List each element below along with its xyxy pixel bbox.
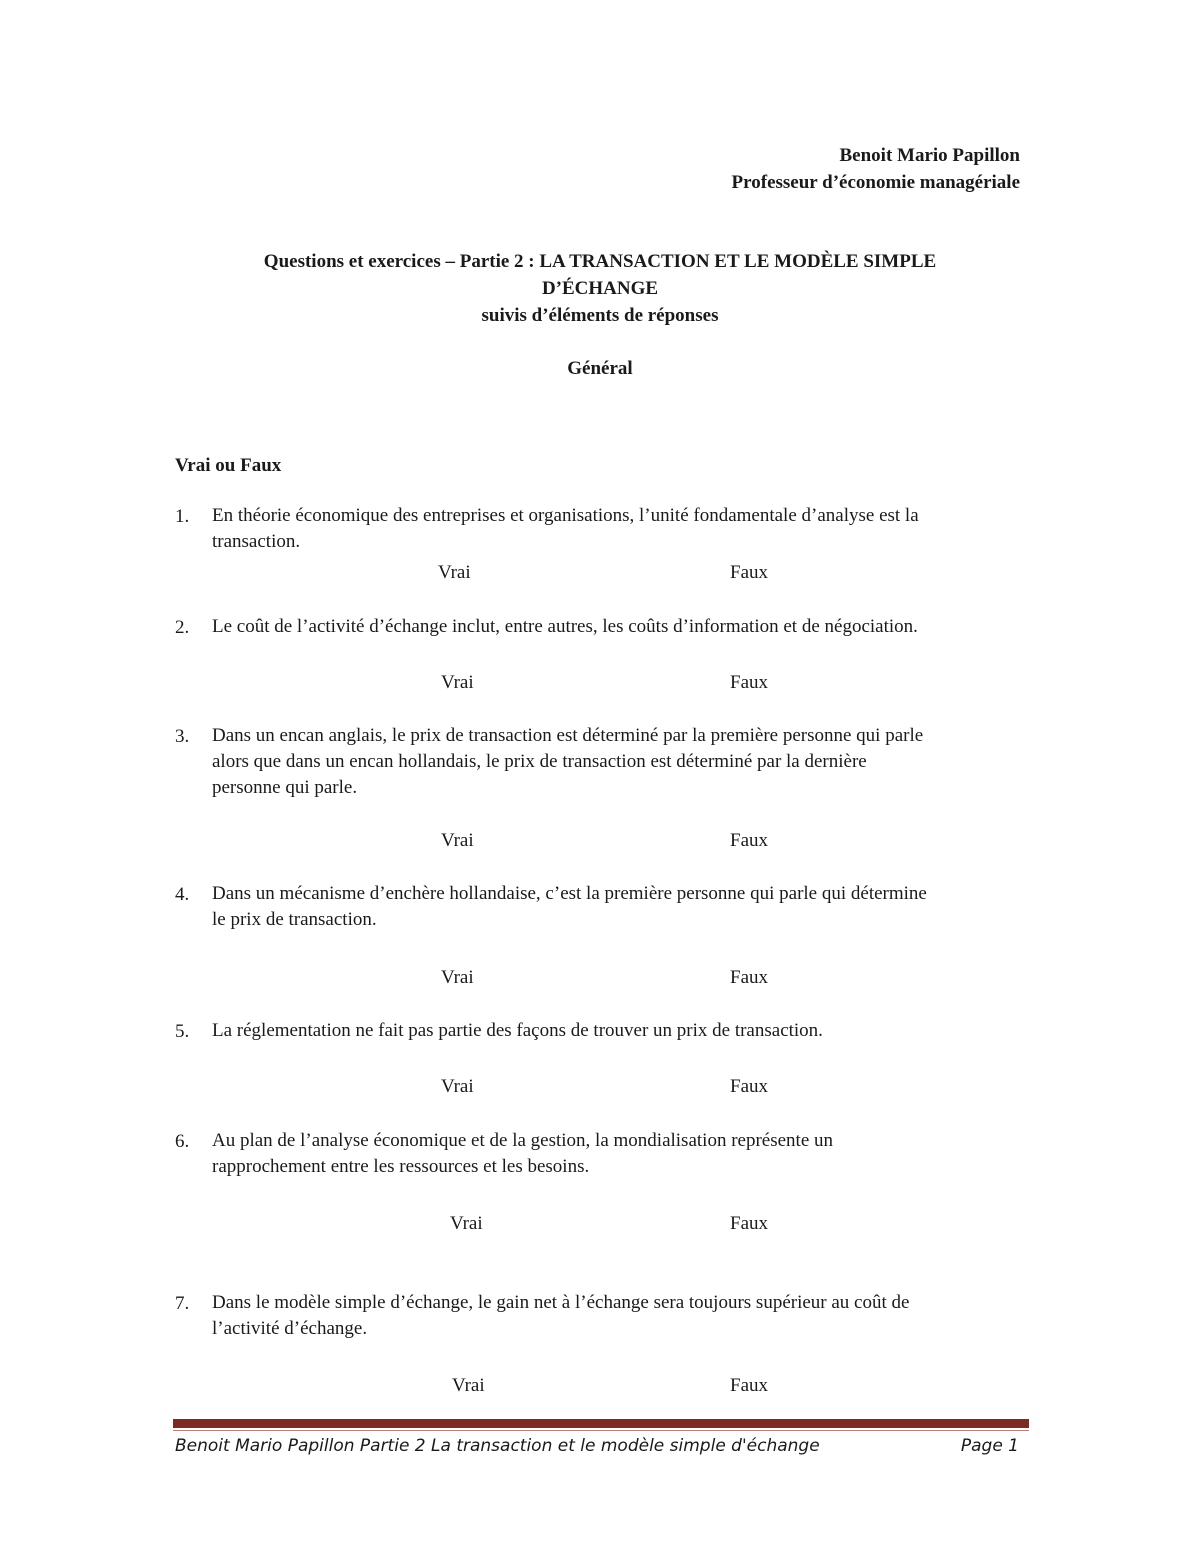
section-heading-true-false: Vrai ou Faux	[175, 455, 282, 476]
question-text	[212, 614, 1032, 640]
question-line: l’activité d’échange.	[212, 1318, 368, 1339]
question-line: Dans un encan anglais, le prix de transaction est déterminé par la première personne qui parle	[212, 725, 924, 746]
answer-true-option[interactable]: Vrai	[438, 562, 471, 583]
question-line: Au plan de l’analyse économique et de la gestion, la mondialisation représente un	[212, 1130, 833, 1151]
question-line: alors que dans un encan hollandais, le prix de transaction est déterminé par la dernière	[212, 751, 867, 772]
question-number: 2.	[175, 617, 190, 638]
footer-page-number: Page 1	[960, 1436, 1019, 1456]
answer-false-option[interactable]: Faux	[730, 672, 768, 693]
answer-false-option[interactable]: Faux	[730, 1213, 768, 1234]
section-heading-general: Général	[567, 358, 633, 379]
answer-false-option[interactable]: Faux	[730, 967, 768, 988]
question-text	[212, 1290, 1032, 1342]
answer-false-option[interactable]: Faux	[730, 562, 768, 583]
title-line-2: D’ÉCHANGE	[541, 278, 659, 299]
question-line: En théorie économique des entreprises et organisations, l’unité fondamentale d’analyse est la	[212, 505, 919, 526]
question-text	[212, 1128, 1032, 1180]
question-line: personne qui parle.	[212, 777, 358, 798]
question-number: 6.	[175, 1131, 190, 1152]
answer-true-option[interactable]: Vrai	[441, 672, 474, 693]
answer-true-option[interactable]: Vrai	[450, 1213, 483, 1234]
question-text	[212, 881, 1032, 933]
question-line: rapprochement entre les ressources et les besoins.	[212, 1156, 590, 1177]
document-title	[175, 248, 1025, 329]
question-number: 7.	[175, 1293, 190, 1314]
answer-true-option[interactable]: Vrai	[452, 1375, 485, 1396]
question-line: La réglementation ne fait pas partie des façons de trouver un prix de transaction.	[212, 1020, 823, 1041]
answer-true-option[interactable]: Vrai	[441, 1076, 474, 1097]
answer-false-option[interactable]: Faux	[730, 830, 768, 851]
question-text	[212, 503, 1032, 555]
question-line: Dans un mécanisme d’enchère hollandaise, c’est la première personne qui parle qui détermine	[212, 883, 927, 904]
author-name: Benoit Mario Papillon	[839, 145, 1020, 166]
title-line-3: suivis d’éléments de réponses	[481, 305, 719, 326]
question-line: le prix de transaction.	[212, 909, 377, 930]
answer-true-option[interactable]: Vrai	[441, 967, 474, 988]
author-block	[732, 142, 1020, 196]
answer-true-option[interactable]: Vrai	[441, 830, 474, 851]
question-number: 4.	[175, 884, 190, 905]
question-number: 1.	[175, 506, 190, 527]
question-text	[212, 1018, 1032, 1044]
footer-divider-bar	[173, 1419, 1029, 1428]
question-line: Le coût de l’activité d’échange inclut, entre autres, les coûts d’information et de négociation.	[212, 616, 918, 637]
answer-false-option[interactable]: Faux	[730, 1375, 768, 1396]
question-line: transaction.	[212, 531, 301, 552]
question-text	[212, 723, 1032, 801]
answer-false-option[interactable]: Faux	[730, 1076, 768, 1097]
question-number: 3.	[175, 726, 190, 747]
question-number: 5.	[175, 1021, 190, 1042]
footer-divider-line	[173, 1430, 1029, 1431]
footer-document-label: Benoit Mario Papillon Partie 2 La transaction et le modèle simple d'échange	[175, 1436, 820, 1456]
author-title: Professeur d’économie managériale	[731, 172, 1020, 193]
question-line: Dans le modèle simple d’échange, le gain net à l’échange sera toujours supérieur au coût de	[212, 1292, 910, 1313]
title-line-1: Questions et exercices – Partie 2 : LA TRANSACTION ET LE MODÈLE SIMPLE	[263, 251, 937, 272]
